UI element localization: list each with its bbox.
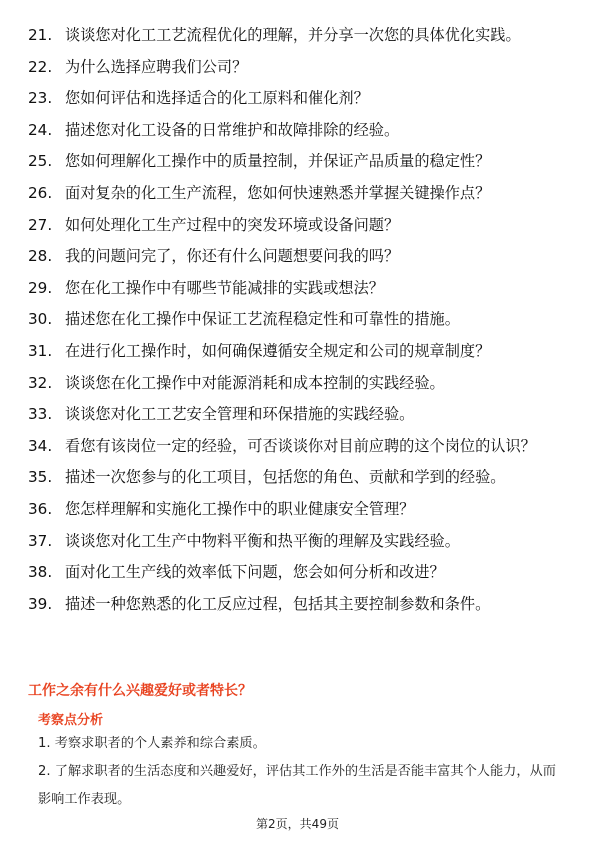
item-text: 谈谈您对化工工艺流程优化的理解，并分享一次您的具体优化实践。: [65, 26, 521, 44]
item-text: 面对化工生产线的效率低下问题，您会如何分析和改进？: [65, 563, 445, 582]
item-number: 27.: [28, 215, 53, 234]
list-item: [28, 403, 568, 425]
item-text: 您怎样理解和实施化工操作中的职业健康安全管理？: [65, 499, 415, 518]
list-item: [28, 435, 568, 457]
item-text: 谈谈您在化工操作中对能源消耗和成本控制的实践经验。: [65, 373, 445, 392]
list-item: [28, 593, 568, 615]
item-text: 您如何评估和选择适合的化工原料和催化剂？: [65, 89, 369, 108]
item-text: 看您有该岗位一定的经验，可否谈谈你对目前应聘的这个岗位的认识？: [65, 436, 536, 455]
item-number: 23.: [28, 89, 53, 108]
item-text: 描述您对化工设备的日常维护和故障排除的经验。: [65, 120, 400, 139]
item-number: 21.: [28, 26, 53, 44]
section-heading: 工作之余有什么兴趣爱好或者特长？: [28, 683, 252, 699]
item-number: 33.: [28, 405, 53, 424]
list-item: [28, 561, 568, 583]
analysis-subheading: 考察点分析: [38, 713, 104, 728]
item-number: 35.: [28, 468, 53, 487]
list-item: [28, 498, 568, 520]
item-text: 在进行化工操作时，如何确保遵循安全规定和公司的规章制度？: [65, 341, 491, 360]
item-number: 29.: [28, 278, 53, 297]
item-text: 面对复杂的化工生产流程，您如何快速熟悉并掌握关键操作点？: [65, 183, 491, 202]
page-number: 第2页，共49页: [256, 817, 339, 831]
list-item: [28, 24, 568, 46]
item-number: 34.: [28, 436, 53, 455]
item-text: 描述一次您参与的化工项目，包括您的角色、贡献和学到的经验。: [65, 468, 506, 487]
item-text: 描述您在化工操作中保证工艺流程稳定性和可靠性的措施。: [65, 310, 460, 329]
item-number: 38.: [28, 563, 53, 582]
list-item: [28, 277, 568, 299]
item-number: 28.: [28, 247, 53, 266]
item-text: 为什么选择应聘我们公司？: [65, 57, 248, 76]
item-number: 25.: [28, 152, 53, 171]
list-item: [28, 466, 568, 488]
item-number: 30.: [28, 310, 53, 329]
analysis-point: 1. 考察求职者的个人素养和综合素质。: [38, 736, 266, 751]
item-text: 您在化工操作中有哪些节能减排的实践或想法？: [65, 278, 384, 297]
item-number: 26.: [28, 183, 53, 202]
item-number: 32.: [28, 373, 53, 392]
item-text: 描述一种您熟悉的化工反应过程，包括其主要控制参数和条件。: [65, 594, 491, 613]
list-item: [28, 56, 568, 78]
list-item: [28, 182, 568, 204]
item-text: 如何处理化工生产过程中的突发环境或设备问题？: [65, 215, 400, 234]
list-item: [28, 150, 568, 172]
item-text: 谈谈您对化工生产中物料平衡和热平衡的理解及实践经验。: [65, 531, 460, 550]
item-number: 36.: [28, 499, 53, 518]
item-number: 39.: [28, 594, 53, 613]
list-item: [28, 119, 568, 141]
item-text: 您如何理解化工操作中的质量控制，并保证产品质量的稳定性？: [65, 152, 491, 171]
list-item: [28, 245, 568, 267]
list-item: [28, 530, 568, 552]
item-number: 22.: [28, 57, 53, 76]
item-number: 37.: [28, 531, 53, 550]
question-list: [28, 24, 568, 624]
item-number: 31.: [28, 341, 53, 360]
analysis-point: 2. 了解求职者的生活态度和兴趣爱好，评估其工作外的生活是否能丰富其个人能力，从而影响工作表现。: [38, 764, 556, 807]
item-number: 24.: [28, 120, 53, 139]
item-text: 谈谈您对化工工艺安全管理和环保措施的实践经验。: [65, 405, 415, 424]
list-item: [28, 340, 568, 362]
list-item: [28, 372, 568, 394]
item-text: 我的问题问完了，你还有什么问题想要问我的吗？: [65, 247, 400, 266]
list-item: [28, 308, 568, 330]
list-item: [28, 87, 568, 109]
list-item: [28, 214, 568, 236]
